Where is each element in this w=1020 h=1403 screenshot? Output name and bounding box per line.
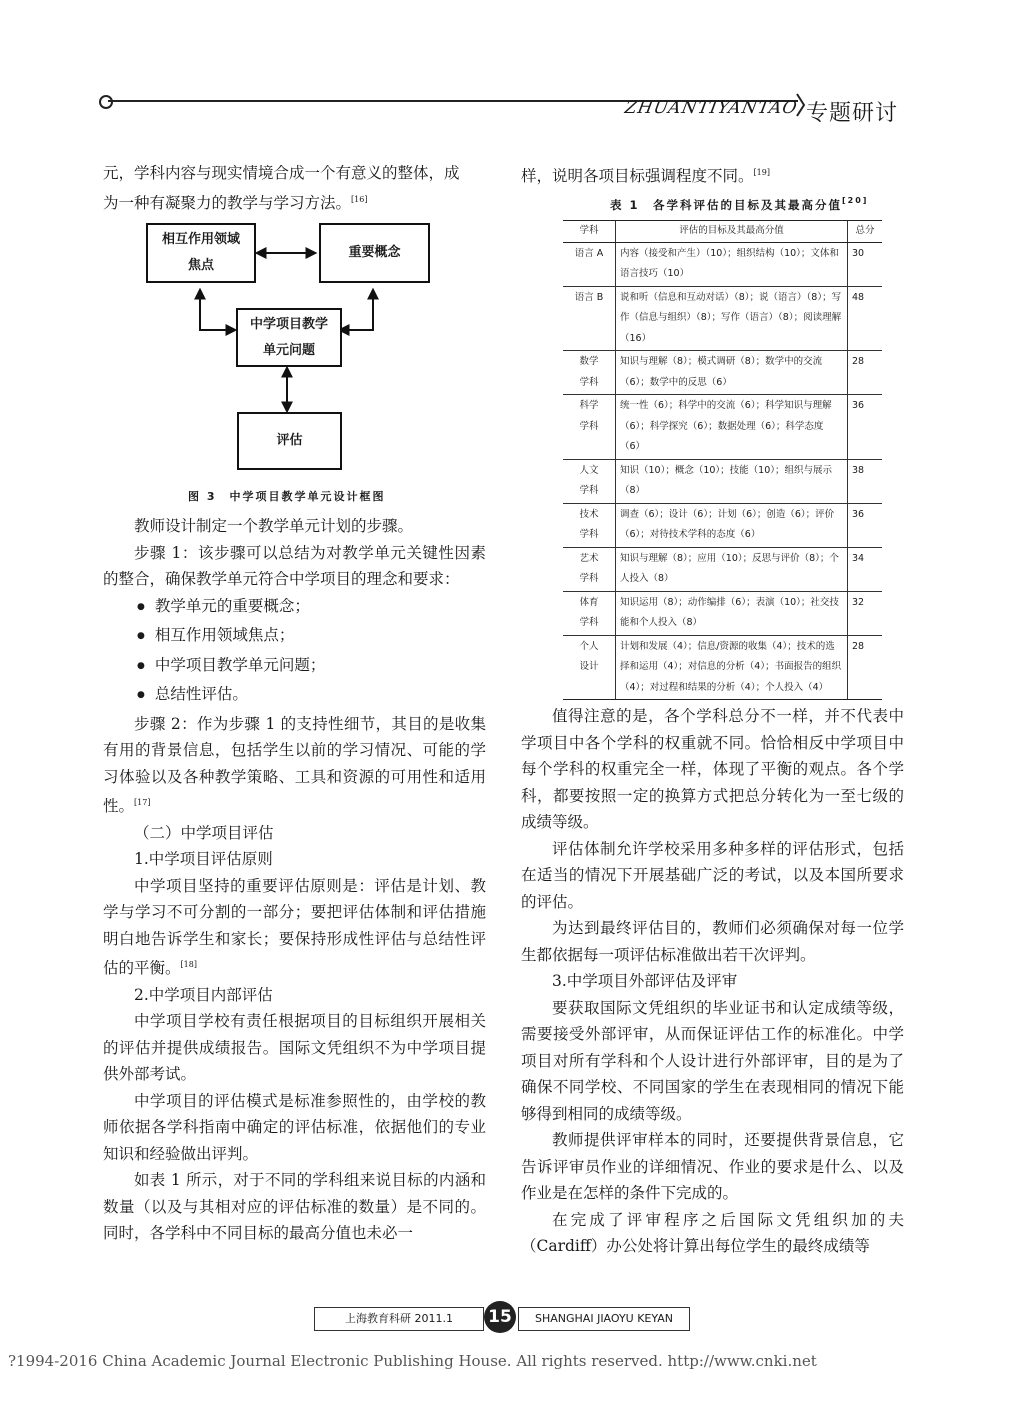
table-cell-subject: 体育 学科	[563, 591, 616, 635]
table-cell-goals: 说和听（信息和互动对话）（8）；说（语言）（8）；写作（信息与组织）（8）；写作（语言）（8）；阅读理解（16）	[616, 286, 848, 351]
header-rule-dot	[99, 95, 113, 109]
box-assessment: 评估	[237, 412, 342, 470]
table-cell-goals: 计划和发展（4）；信息/资源的收集（4）；技术的选择和运用（4）；对信息的分析（4）；书面报告的组织（4）；对过程和结果的分析（4）；个人投入（4）	[616, 635, 848, 700]
table-header: 评估的目标及其最高分值	[616, 221, 848, 243]
table-cell-total: 38	[848, 459, 883, 503]
paragraph: 要获取国际文凭组织的毕业证书和认定成绩等级，需要接受外部评审，从而保证评估工作的标准化。中学项目对所有学科和个人设计进行外部评审，目的是为了确保不同学校、不同国家的学生在表现相同的情况下能够得到相同的成绩等级。	[521, 998, 904, 1123]
bullet-item: ● 中学项目教学单元问题；	[123, 652, 486, 682]
table-row	[563, 395, 882, 460]
table-cell-total: 32	[848, 591, 883, 635]
table-cell-goals: 知识（10）；概念（10）；技能（10）；组织与展示（8）	[616, 459, 848, 503]
bullet-item: ● 教学单元的重要概念；	[123, 593, 486, 623]
citation: [20]	[842, 196, 869, 205]
table-cell-subject: 艺术 学科	[563, 547, 616, 591]
paragraph: 中学项目学校有责任根据项目的目标组织开展相关的评估并提供成绩报告。国际文凭组织不为中学项目提供外部考试。	[103, 1012, 486, 1083]
paragraph: 教师提供评审样本的同时，还要提供背景信息，它告诉评审员作业的详细情况、作业的要求是什么、以及作业是在怎样的条件下完成的。	[521, 1131, 904, 1202]
table-cell-subject: 人文 学科	[563, 459, 616, 503]
table-cell-subject: 语言 B	[563, 286, 616, 351]
paragraph: 如表 1 所示，对于不同的学科组来说目标的内涵和数量（以及与其相对应的评估标准的数量）是不同的。同时，各学科中不同目标的最高分值也未必一	[103, 1171, 486, 1242]
subsection-heading: 3.中学项目外部评估及评审	[552, 972, 738, 990]
table-header-row	[563, 221, 882, 243]
table-header: 总分	[848, 221, 883, 243]
paragraph: 在完成了评审程序之后国际文凭组织加的夫（Cardiff）办公处将计算出每位学生的最终成绩等	[521, 1210, 904, 1255]
figure-caption: 图 3 中学项目教学单元设计框图	[188, 490, 386, 503]
text-line: 元，学科内容与现实情境合成一个有意义的整体，成	[103, 164, 460, 182]
footer-journal-en: SHANGHAI JIAOYU KEYAN	[518, 1307, 690, 1331]
page-number: 15	[484, 1301, 516, 1333]
paragraph: 评估体制允许学校采用多种多样的评估形式，包括在适当的情况下开展基础广泛的考试，以及本国所要求的评估。	[521, 839, 904, 911]
header-italic-text: ZHUANTIYANTAO	[623, 98, 800, 118]
subsection-heading: 2.中学项目内部评估	[134, 985, 273, 1004]
citation: [17]	[134, 798, 151, 807]
box-key-concept: 重要概念	[319, 223, 430, 283]
table-cell-subject: 个人 设计	[563, 635, 616, 700]
table-row	[563, 635, 882, 700]
table-cell-goals: 调查（6）；设计（6）；计划（6）；创造（6）；评价（6）；对待技术学科的态度（6）	[616, 503, 848, 547]
paragraph: 步骤 1：该步骤可以总结为对教学单元关键性因素的整合，确保教学单元符合中学项目的理念和要求：	[103, 543, 486, 588]
table-cell-goals: 统一性（6）；科学中的交流（6）；科学知识与理解（6）；科学探究（6）；数据处理（6）；科学态度（6）	[616, 395, 848, 460]
table-cell-goals: 知识与理解（8）；应用（10）；反思与评价（8）；个人投入（8）	[616, 547, 848, 591]
paragraph: 为达到最终评估目的，教师们必须确保对每一位学生都依据每一项评估标准做出若干次评判。	[521, 919, 904, 964]
table-row	[563, 547, 882, 591]
paragraph-text: 中学项目坚持的重要评估原则是：评估是计划、教学与学习不可分割的一部分；要把评估体制和评估措施明白地告诉学生和家长；要保持形成性评估与总结性评估的平衡。	[103, 876, 486, 977]
table-cell-goals: 内容（接受和产生）（10）；组织结构（10）；文体和语言技巧（10）	[616, 242, 848, 286]
table-cell-subject: 科学 学科	[563, 395, 616, 460]
paragraph	[103, 711, 486, 820]
paragraph-text: 步骤 2：作为步骤 1 的支持性细节，其目的是收集有用的背景信息，包括学生以前的学习情况、可能的学习体验以及各种教学策略、工具和资源的可用性和适用性。	[103, 714, 486, 815]
footer-journal-cn: 上海教育科研 2011.1	[314, 1307, 484, 1331]
box-unit-question: 中学项目教学 单元问题	[236, 308, 342, 367]
table-cell-total: 28	[848, 351, 883, 395]
table-cell-goals: 知识运用（8）；动作编排（6）；表演（10）；社交技能和个人投入（8）	[616, 591, 848, 635]
citation: [19]	[753, 168, 770, 177]
right-column-top	[521, 160, 904, 190]
right-column-body	[521, 703, 904, 1260]
left-column	[103, 160, 486, 216]
table-cell-subject: 数学 学科	[563, 351, 616, 395]
table-cell-goals: 知识与理解（8）；模式调研（8）；数学中的交流（6）；数学中的反思（6）	[616, 351, 848, 395]
table-row	[563, 591, 882, 635]
table-cell-total: 36	[848, 395, 883, 460]
subsection-heading: 1.中学项目评估原则	[134, 850, 273, 868]
table-cell-total: 28	[848, 635, 883, 700]
table-cell-subject: 语言 A	[563, 242, 616, 286]
table-cell-total: 48	[848, 286, 883, 351]
left-column-body	[103, 513, 486, 1247]
table-row	[563, 242, 882, 286]
section-heading: （二）中学项目评估	[134, 823, 274, 842]
paragraph	[103, 873, 486, 982]
table-caption	[610, 196, 868, 213]
table-row	[563, 351, 882, 395]
table-cell-subject: 技术 学科	[563, 503, 616, 547]
table-header: 学科	[563, 221, 616, 243]
table-caption-text: 表 1 各学科评估的目标及其最高分值	[610, 198, 843, 212]
assessment-table	[563, 220, 882, 700]
table-row	[563, 286, 882, 351]
text-line: 为一种有凝聚力的教学与学习方法。	[103, 193, 352, 212]
bullet-item: ● 总结性评估。	[123, 681, 486, 711]
paragraph: 值得注意的是，各个学科总分不一样，并不代表中学项目中各个学科的权重就不同。恰恰相反中学项目中每个学科的权重完全一样，体现了平衡的观点。各个学科，都要按照一定的换算方式把总分转化为一至七级的成绩等级。	[521, 707, 904, 831]
text-line: 样，说明各项目标强调程度不同。	[521, 167, 754, 185]
copyright-notice: ?1994-2016 China Academic Journal Electronic Publishing House. All rights reserved. http://www.cnki.net	[8, 1352, 817, 1370]
section-title: 专题研讨	[806, 101, 899, 126]
table-cell-total: 34	[848, 547, 883, 591]
table-row	[563, 503, 882, 547]
table-cell-total: 36	[848, 503, 883, 547]
citation: [18]	[180, 960, 197, 969]
paragraph: 中学项目的评估模式是标准参照性的，由学校的教师依据各学科指南中确定的评估标准，依据他们的专业知识和经验做出评判。	[103, 1091, 486, 1163]
bullet-item: ● 相互作用领域焦点；	[123, 622, 486, 652]
table-cell-total: 30	[848, 242, 883, 286]
citation: [16]	[351, 194, 368, 204]
box-interaction-area: 相互作用领域 焦点	[146, 223, 256, 283]
table-row	[563, 459, 882, 503]
paragraph: 教师设计制定一个教学单元计划的步骤。	[134, 517, 414, 535]
